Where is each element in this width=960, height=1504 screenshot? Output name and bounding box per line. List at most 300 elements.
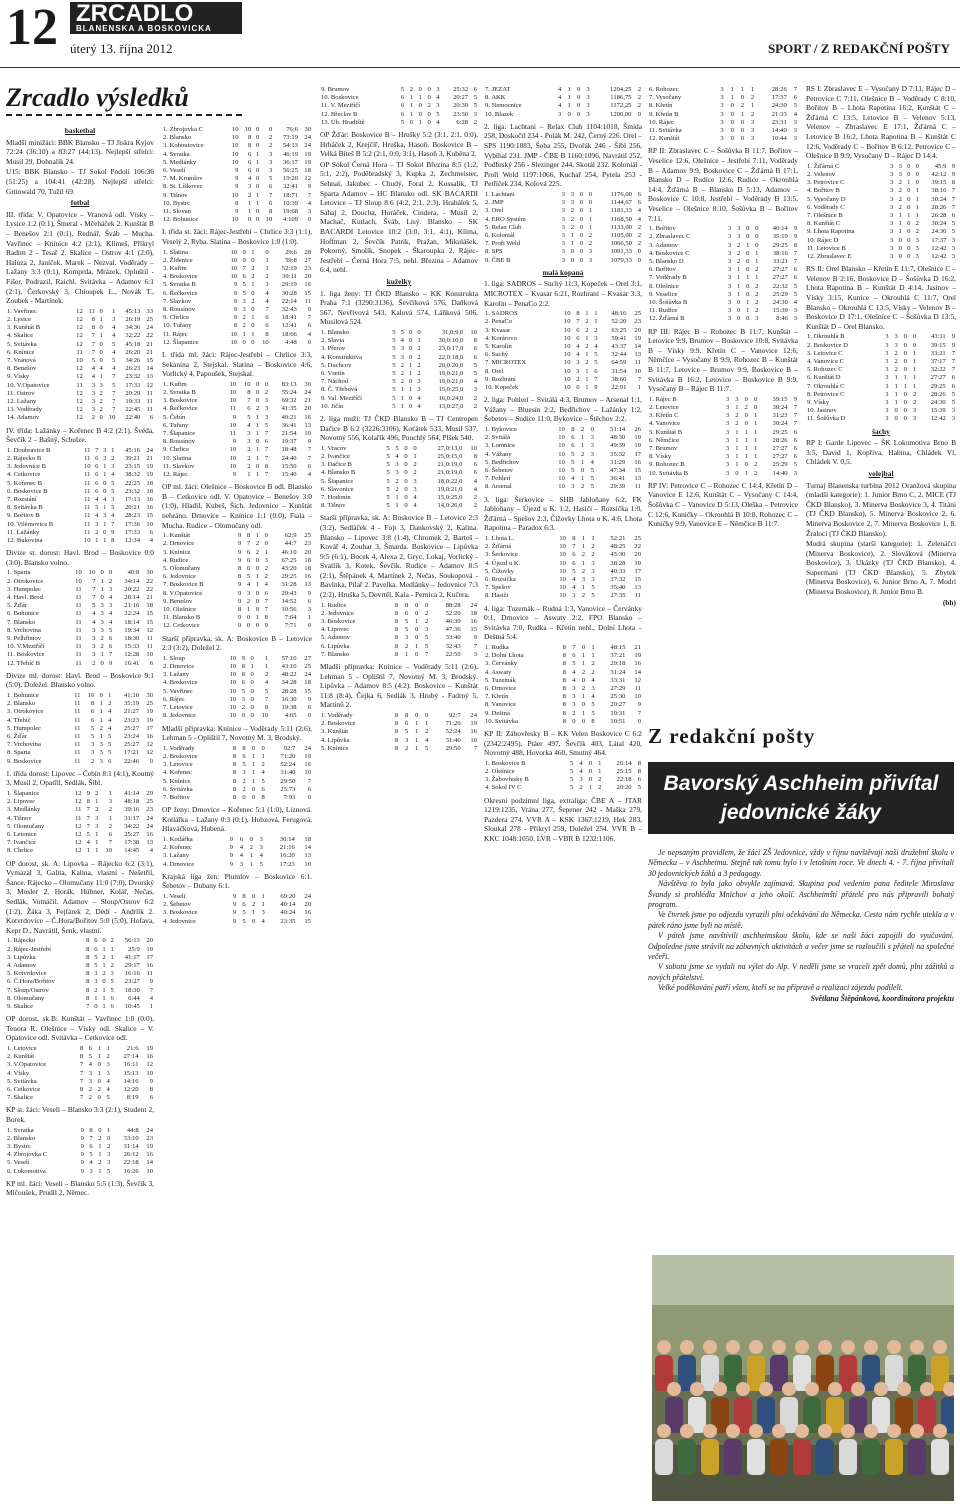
table-cell: 8	[149, 1085, 153, 1093]
table-cell: 8	[232, 761, 237, 769]
table-row	[162, 712, 312, 720]
table-cell: 0	[404, 502, 408, 510]
team-name: 11. Svitávka	[649, 127, 682, 135]
table-row	[484, 240, 642, 248]
table-cell: 7	[112, 389, 116, 397]
table-cell: 3	[885, 357, 889, 365]
table-row	[648, 250, 798, 258]
standings-table	[6, 1045, 154, 1102]
table-cell: 1	[251, 281, 255, 289]
table-cell: 15	[304, 917, 311, 925]
table-cell: 22:32	[772, 282, 788, 290]
team-name: 1. Žďárná C	[807, 162, 840, 170]
section-heading-redakce: Z redakční pošty	[648, 724, 816, 748]
table-cell: 12:34	[125, 536, 141, 544]
table-cell: 1	[251, 330, 255, 338]
result-text: KP st. žáci: Veselí – Blansko 3:3 (2:1), Student 2, Borek.	[6, 1105, 154, 1124]
table-cell: 0	[637, 248, 641, 256]
table-cell: 9	[80, 1159, 84, 1167]
table-cell: 12	[76, 389, 83, 397]
table-row	[6, 831, 154, 839]
table-cell: 3	[94, 970, 98, 978]
table-row	[484, 677, 642, 685]
table-cell: 0	[250, 695, 254, 703]
team-name: 3. Boskovice	[321, 618, 356, 626]
table-cell: 17	[634, 450, 641, 458]
table-cell: 32:24	[124, 610, 140, 618]
team-name: 7. Bořitov	[163, 793, 190, 801]
table-cell: 8	[248, 134, 252, 142]
team-name: 11. Lažánky	[7, 528, 40, 536]
table-cell: 0	[103, 528, 107, 536]
table-cell: 1	[754, 444, 758, 452]
table-cell: 0	[580, 467, 585, 474]
team-name: 3. Medlánky	[7, 806, 41, 814]
table-cell: 3	[951, 415, 955, 423]
table-cell: 6	[247, 405, 251, 413]
table-row	[6, 1053, 154, 1061]
table-row	[320, 494, 478, 502]
table-cell: 3	[92, 626, 96, 634]
table-cell: 0	[413, 444, 417, 452]
table-cell: 3	[570, 190, 575, 198]
table-cell: 11	[75, 585, 82, 593]
table-row	[806, 391, 956, 399]
table-cell: 1	[744, 444, 748, 452]
table-cell: 2	[735, 412, 739, 420]
table-cell: 8	[394, 744, 399, 752]
table-cell: 0	[903, 415, 907, 423]
table-cell: 3	[265, 281, 269, 289]
table-cell: 3	[586, 110, 590, 118]
table-cell: 48:25	[610, 543, 626, 551]
team-name: 5. Kunštát B	[649, 428, 683, 436]
table-cell: 0	[250, 679, 254, 687]
table-cell: 36:41	[281, 421, 297, 429]
table-row	[6, 537, 154, 545]
person-head	[841, 1424, 855, 1438]
table-cell: 1	[99, 315, 103, 323]
table-cell: 3	[727, 241, 732, 249]
table-cell: 0	[907, 170, 911, 178]
table-cell: 12	[146, 1061, 153, 1069]
table-cell: 0	[907, 236, 911, 244]
table-cell: 38:60	[611, 375, 627, 383]
table-row	[484, 459, 642, 467]
table-cell: 23	[634, 318, 641, 326]
table-cell: 0	[903, 349, 907, 357]
person-head	[851, 1382, 865, 1396]
table-cell: 24	[146, 814, 153, 822]
table-cell: 4	[92, 618, 96, 626]
table-cell: 4	[111, 471, 115, 479]
table-cell: 10	[563, 367, 571, 375]
table-cell: 20:22	[124, 585, 140, 593]
table-cell: 5	[242, 761, 246, 769]
table-cell: 24	[470, 712, 477, 720]
team-name: 3. Lomnice	[485, 442, 516, 450]
table-row	[162, 606, 312, 614]
team-name: 6. Kunštát D	[807, 374, 841, 382]
table-cell: 6	[473, 353, 477, 361]
table-cell: 2	[108, 700, 112, 708]
table-cell: 7	[637, 375, 641, 383]
standings-table	[648, 86, 798, 143]
table-row	[6, 512, 154, 520]
table-cell: 5	[590, 483, 594, 491]
table-row	[484, 768, 642, 776]
table-cell: 1	[409, 361, 413, 369]
table-cell: 2	[251, 265, 255, 273]
table-row	[6, 815, 154, 823]
team-name: 1. Slatina	[163, 248, 188, 256]
table-cell: 2	[570, 215, 575, 223]
table-cell: 16,0:24,0	[438, 394, 464, 402]
table-cell: 5	[637, 784, 641, 792]
table-cell: 25:29	[772, 461, 788, 469]
table-cell: 21	[304, 397, 311, 405]
table-cell: 20	[304, 405, 311, 413]
table-cell: 1	[414, 744, 419, 752]
table-cell: 0	[736, 299, 741, 306]
table-cell: 5	[793, 290, 797, 298]
results-column-3	[320, 84, 478, 1500]
table-cell: 29:18	[610, 660, 626, 668]
table-cell: 0	[744, 412, 748, 420]
table-cell: 3	[436, 102, 440, 110]
table-cell: 9	[307, 589, 311, 597]
table-cell: 7	[264, 454, 269, 462]
table-cell: 0	[307, 712, 311, 720]
table-cell: 4	[436, 118, 440, 126]
table-cell: 6	[88, 1044, 93, 1052]
table-cell: 0	[251, 338, 255, 346]
table-cell: 7	[86, 814, 90, 822]
table-cell: 12	[76, 332, 83, 340]
table-cell: 44:8	[126, 1126, 139, 1134]
table-cell: 6	[149, 1094, 153, 1102]
table-cell: 3	[103, 512, 107, 520]
table-cell: 1	[99, 700, 103, 708]
table-cell: 9	[232, 413, 237, 421]
table-cell: 4	[259, 852, 263, 860]
table-cell: 24:30	[771, 102, 787, 110]
table-cell: 3	[92, 634, 96, 642]
table-cell: 25	[634, 534, 641, 542]
table-cell: 0	[250, 671, 254, 679]
team-name: 7. Okrouhlá C	[807, 382, 845, 390]
table-row	[320, 728, 478, 736]
table-cell: 7	[79, 1094, 84, 1102]
table-cell: 7	[951, 187, 955, 195]
table-cell: 27:29	[610, 685, 626, 692]
table-cell: 19	[634, 434, 641, 442]
team-name: 1. Boskovice B	[485, 759, 526, 767]
table-cell: 1	[598, 768, 602, 775]
table-row	[6, 463, 154, 471]
table-row	[162, 446, 312, 454]
table-cell: 6	[248, 158, 252, 166]
team-name: 2. Drnovice	[163, 663, 195, 671]
table-row	[162, 836, 312, 844]
table-cell: 48:30	[610, 434, 626, 442]
table-row	[648, 299, 798, 307]
table-cell: 2	[99, 397, 103, 405]
table-cell: 0	[425, 601, 429, 609]
team-name: 4. Tišnov	[7, 814, 32, 822]
table-cell: 22:18	[616, 776, 632, 784]
team-name: 6. Bořitov	[649, 266, 676, 274]
result-text: 2. liga muži: TJ ČKD Blansko B – TJ Centropen Dačice B 6:2 (3226:3106), Koťátek 533, Musil 537, Novotný 556, Kolařík 496, Pouchlý 564, Plšek 540.	[320, 413, 478, 443]
table-cell: 0	[915, 179, 919, 187]
table-cell: 2	[637, 102, 641, 110]
table-cell: 2	[264, 565, 268, 573]
table-row	[6, 717, 154, 725]
table-cell: 0	[418, 86, 422, 93]
table-cell: 17:38	[124, 839, 140, 847]
table-cell: 2	[598, 776, 602, 784]
table-row	[484, 685, 642, 693]
table-cell: 8	[394, 720, 399, 728]
table-cell: 23:32	[125, 487, 141, 495]
table-cell: 5	[386, 461, 390, 469]
person-figure	[747, 1439, 765, 1475]
category-mala-kopana: malá kopaná	[542, 267, 584, 277]
table-cell: 15:39	[930, 407, 946, 415]
table-cell: 4	[425, 736, 429, 744]
table-cell: 6	[149, 414, 153, 422]
table-cell: 5	[386, 502, 390, 510]
table-cell: 0	[255, 606, 260, 614]
table-cell: 3	[400, 353, 404, 361]
table-cell: 1	[746, 299, 750, 306]
table-cell: 2	[251, 273, 255, 281]
table-cell: 0	[261, 744, 265, 752]
table-cell: 3	[571, 483, 575, 491]
table-cell: 1181,33	[610, 207, 632, 215]
table-cell: 1	[425, 720, 429, 728]
table-cell: 15	[146, 610, 153, 618]
team-name: 12. Rájec	[163, 471, 188, 479]
table-cell: 4	[86, 839, 90, 847]
table-cell: 5	[571, 458, 575, 466]
table-cell: 3	[95, 520, 99, 528]
table-cell: 8	[394, 736, 399, 744]
table-cell: 10	[229, 380, 237, 388]
table-cell: 28:14	[124, 593, 140, 601]
table-cell: 0	[255, 556, 260, 564]
table-row	[484, 584, 642, 592]
table-cell: 11	[74, 708, 81, 716]
result-text: Turnaj Blanenska turbína 2012 Oranžová skupina (mladší kategorie): 1. Junior Brno C, 2. MICE (TJ ČKD Blansko), 3. Minerva Boskovice 3, 4. Titáni (TJ ČKD Blansko), 5. Minerva Boskovice 2, 6. Minerva Boskovice 2, 7. Minerva Boskovice 1, 8. Žraloci (TJ ČKD Blansko).	[806, 480, 956, 538]
table-cell: 0	[409, 402, 413, 410]
table-cell: 5	[112, 340, 116, 348]
table-cell: 7	[572, 643, 576, 651]
table-row	[806, 383, 956, 391]
team-name: 7. Vysočany	[649, 94, 682, 102]
table-row	[6, 521, 154, 529]
table-cell: 3	[473, 110, 477, 118]
table-cell: 1	[100, 585, 104, 593]
team-name: 11. Šošůvka D	[807, 415, 846, 423]
table-cell: 16	[304, 909, 311, 917]
table-cell: 8	[237, 573, 242, 581]
team-name: 8. Jedovnice	[163, 712, 196, 720]
table-cell: 0	[581, 676, 586, 684]
table-cell: 3	[241, 695, 245, 703]
standings-table	[320, 712, 478, 753]
table-cell: 11	[146, 389, 153, 397]
team-name: 1. Zbrojovka C	[163, 126, 204, 133]
team-name: 3. Žabovřesky B	[485, 776, 529, 784]
table-cell: 22	[146, 332, 153, 340]
table-cell: 63:25	[611, 326, 627, 334]
table-cell: 9	[237, 556, 242, 564]
table-cell: 2	[915, 228, 919, 236]
table-cell: 40:8	[127, 569, 140, 577]
table-cell: 6	[241, 679, 245, 687]
team-name: 9. Tišnov	[163, 191, 188, 199]
table-cell: 3	[91, 741, 95, 749]
table-cell: 1	[915, 187, 919, 195]
table-cell: 2	[750, 110, 755, 118]
table-cell: 27:27	[772, 444, 788, 452]
table-cell: 0	[744, 461, 748, 469]
table-cell: 0	[579, 240, 584, 248]
table-cell: 6	[248, 167, 252, 175]
team-name: 6. Koloniál	[485, 231, 515, 239]
table-cell: 11	[74, 724, 81, 732]
table-cell: 21,0:19,0	[437, 461, 463, 469]
team-name: 3. Kvasar	[485, 326, 511, 334]
table-row	[484, 216, 642, 224]
standings-table	[6, 308, 154, 423]
table-cell: 11	[75, 602, 82, 610]
table-cell: 24	[304, 142, 311, 150]
result-text: RP I: Garde Lipovec – ŠK Lokomotiva Brno B 3:5, David 1, Kopřiva, Habina, Chládek Vl, Chládek V. 0,5.	[806, 438, 956, 467]
table-row	[6, 987, 154, 995]
table-row	[162, 381, 312, 389]
team-name: 10. Svitávka B	[649, 469, 689, 477]
table-row	[6, 504, 154, 512]
team-name: 7. Hodonín	[321, 493, 351, 501]
table-cell: 19	[146, 463, 153, 471]
table-cell: 3	[99, 757, 103, 765]
table-cell: 48:22	[281, 671, 297, 679]
table-cell: 1	[95, 798, 99, 806]
table-row	[162, 696, 312, 704]
table-cell: 3	[591, 567, 595, 575]
table-row	[648, 429, 798, 437]
table-cell: 3	[99, 741, 103, 749]
table-row	[6, 847, 154, 855]
table-cell: 22	[634, 543, 641, 551]
result-text: 4. liga: Tuzemák – Rudná 1:3, Vanovice – Červánky 0:1, Drnovice – Aswaty 2:2, FPO Blansko – Svitávka 7:0, Rudka – Křetín nehl., Dolní Lhota – Deštná 5:4.	[484, 603, 642, 642]
team-name: 1. Veselí	[163, 892, 186, 900]
table-cell: 1	[898, 228, 902, 236]
result-text: OP ženy: Drnovice – Kořenec 5:1 (1:0), Liznová. Kotlářka – Lažany 0:3 (0:1), Hobzová, Ferugová, Hlaváčková, Hubená.	[162, 805, 312, 834]
table-row	[806, 415, 956, 423]
table-cell: 0	[251, 256, 255, 264]
table-cell: 4	[473, 485, 477, 493]
table-cell: 19	[470, 720, 477, 728]
article-signature: Světlana Štěpánková, koordinátora projektu	[810, 993, 954, 1003]
table-cell: 7	[112, 397, 116, 405]
table-cell: 38:32	[125, 471, 141, 479]
table-cell: 5	[112, 381, 116, 389]
table-cell: 5	[404, 618, 409, 626]
team-name: 1. Sloup	[163, 654, 185, 662]
team-name: 1. Doubravice B	[7, 446, 51, 454]
team-name: 1. Svratka	[7, 1126, 34, 1134]
table-row	[320, 478, 478, 486]
table-cell: 3	[561, 240, 565, 248]
table-cell: 3	[111, 463, 115, 471]
result-text: RP III: Rájec B – Rohozec B 11:7, Kunštát – Letovice 9:9, Brumov – Boskovice 10:8, Svitávka B – Vísky 9:9, Křetín C – Vanovice 12:6, Němčice – Vysočany B 9:9, Rohozec B – Kunštát B 11:7, Letovice – Brumov 9:9, Boskovice B – Svitávka B 16:2, Letovice – Boskovice B 9:9, Vysočany B – Rájec B 11:7.	[648, 326, 798, 394]
table-cell: 18:48	[281, 446, 297, 454]
table-cell: 10	[75, 569, 82, 577]
results-column-5	[648, 84, 798, 718]
table-cell: 5	[94, 961, 98, 969]
table-cell: 1	[746, 241, 750, 249]
table-cell: 3	[247, 438, 251, 446]
team-name: 9. Rohozec B	[649, 461, 685, 469]
table-cell: 1	[256, 430, 260, 438]
table-cell: 19,0:21,0	[437, 485, 463, 493]
table-cell: 39:15	[931, 179, 947, 187]
person-figure	[839, 1439, 857, 1475]
table-cell: 3	[725, 469, 730, 477]
table-cell: 0	[572, 717, 576, 725]
table-cell: 16	[304, 281, 311, 289]
table-row	[320, 469, 478, 477]
table-row	[6, 365, 154, 373]
team-name: 6. Voděrady C	[807, 203, 845, 211]
table-cell: 1	[591, 652, 595, 660]
table-cell: 4	[149, 847, 153, 855]
table-cell: 7	[951, 357, 955, 365]
table-cell: 1	[588, 223, 593, 231]
table-cell: 4	[558, 102, 562, 110]
table-row	[484, 359, 642, 367]
person-head	[828, 1382, 842, 1396]
person-figure	[816, 1439, 834, 1475]
team-name: 5. Svitávka	[7, 340, 37, 348]
table-cell: 7	[793, 257, 797, 265]
team-name: 7. Blansko	[7, 618, 36, 626]
team-name: 8. St. Líškovec	[163, 183, 203, 191]
table-cell: 6	[94, 937, 98, 945]
table-cell: 45:30	[610, 551, 626, 559]
table-cell: 0	[100, 569, 104, 577]
table-cell: 16:11	[123, 1061, 139, 1069]
table-cell: 5	[473, 361, 477, 369]
table-cell: 11	[229, 430, 237, 438]
table-cell: 9	[237, 581, 242, 589]
table-cell: 1	[754, 420, 758, 428]
table-cell: 3	[561, 256, 565, 264]
table-cell: 1	[907, 179, 911, 187]
table-cell: 1	[907, 211, 911, 219]
table-cell: 24	[304, 744, 311, 752]
table-cell: 41:14	[124, 789, 140, 797]
table-cell: 24	[146, 446, 153, 454]
table-cell: 2	[417, 353, 421, 361]
table-cell: 8	[264, 704, 269, 712]
table-row	[484, 442, 642, 450]
table-cell: 20	[304, 901, 311, 909]
team-name: 7. Blansko	[321, 650, 350, 658]
